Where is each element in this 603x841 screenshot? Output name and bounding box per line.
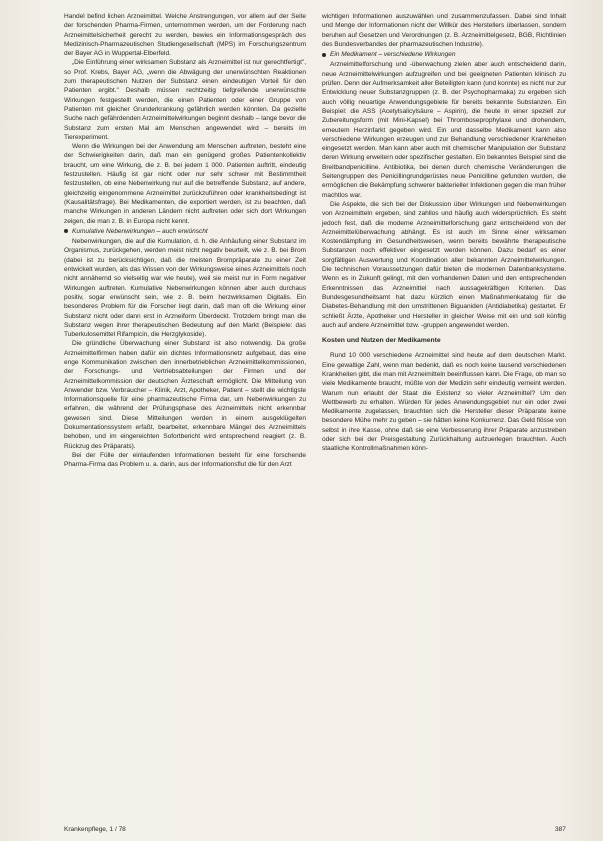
paragraph: „Die Einführung einer wirksamen Substanz als Arzneimittel ist nur gerechtfertigt", so Prof. Krebs, Bayer AG, „wenn die Abwägung der unerwünschten Reaktionen zum therapeutischen Nutzen der Substanz einen eindeutigen Vorteil für den Patienten ergibt." Deshalb müssen rechtzeitig tiefgreifende unerwünschte Wirkungen festgestellt werden, die einen Patienten oder einer Gruppe von Patienten mit gleicher Grunderkrankung gefährlich werden könnten. Da gezielte Suche nach gefährdenden Arzneimittelwirkungen beginnt deshalb – lange bevor die Substanz zum ersten Mal am Menschen angewendet wird – bereits im Tierexperiment. — [64, 59, 306, 141]
paragraph: Bei der Fülle der einlaufenden Informationen besteht für eine forschende Pharma-Firma das Problem u. a. darin, aus der Informationsflut die für den Arzt — [64, 451, 306, 469]
subheading — [64, 227, 306, 236]
page-number: 387 — [555, 826, 566, 833]
paragraph: Arzneimittelforschung und -überwachung zielen aber auch entscheidend darin, neue Arzneimittelwirkungen aufzugreifen und bei geeigneten Patienten klinisch zu prüfen. Denn der Aufmerksamkeit aller Beteiligten kann (und konnte) es nicht nur zur Entwicklung neuer Substanzgruppen (z. B. der Psychopharmaka) zu ergeben sich auch völlig neuartige Anwendungsgebiete für bereits bekannte Substanzen. Ein Beispiel: die ASS (Acetylsalicylsäure – Aspirin), die heute in einer speziell zur Zubereitungsform (mit Mini-Kapsel) bei Thromboseprophylaxe und drohendem, erneutem Herzinfarkt gegeben wird. Ein und dasselbe Medikament kann also verschiedene Wirkungen erzeugen und zur Behandlung verschiedener Krankheiten eingesetzt werden. Man kann aber auch mit chemischer Manipulation der Substanz deren Wirkung erweitern oder spezifischer gestalten. Ein bekanntes Beispiel sind die Breitbandpenicilline. Antibiotika, bei denen durch chemische Veränderungen die Seitengruppen des Penicillingrundgerüstes neue Penicilline gefunden wurden, die ermöglichen die Bekämpfung schwerer bakterieller Infektionen gegen die man früher machtlos war. — [322, 61, 566, 199]
paragraph: Rund 10 000 verschiedene Arzneimittel sind heute auf dem deutschen Markt. Eine gewaltige Zahl, wenn man bedenkt, daß es noch keine tausend verschiedenen Krankheiten gibt, die man mit Arzneimitteln beeinflussen kann. Die Frage, ob man so viele Medikamente braucht, müßte von der Medizin sehr eindeutig verneint werden. Warum nun erlaubt der Staat die Existenz so vieler Arzneimittel? Um den Wettbewerb zu erhalten. Würden für jedes Anwendungsgebiet nur ein oder zwei Medikamente zugelassen, brauchten sich die Hersteller dieser Präparate keine besondere Mühe mehr zu geben – sie hätten keine Konkurrenz. Das Geld flösse von selbst in ihre Kasse, ohne daß sie eine Verbesserung ihrer Präparate anzustreben oder sich bei der Preisgestaltung Zurückhaltung aufzuerlegen brauchten. Auch staatliche Kontrollmaßnahmen könn- — [322, 352, 566, 453]
left-column — [64, 12, 306, 470]
bullet-icon — [322, 53, 326, 57]
section-title: Kosten und Nutzen der Medikamente — [322, 337, 441, 345]
paragraph: Nebenwirkungen, die auf die Kumulation, d. h. die Anhäufung einer Substanz im Organismus, zurückgehen, werden meist nicht negativ beurteilt, wie z. B. bei Brom (dabei ist zu berücksichtigen, daß die meisten Brompräparate zu einer Zeit entwickelt wurden, als das Wissen von der Wirkungsweise eines Arzneimittels noch nicht annähernd so vielseitig war wie heute), weil sie meist nur in Form negativer Wirkungen auftreten. Kumulative Nebenwirkungen können aber auch durchaus positiv, sogar erwünscht sein, wie z. B. beim herzwirksamen Digitalis. Ein besonderes Problem für die Forscher liegt darin, daß man oft die Wirkung einer Substanz nicht oder dann erst in Arzneiform Überdeckt. Trotzdem bringt man die Substanz wegen ihrer therapeutischen Bedeutung auf den Markt (Beispiele: das Tuberkulosemittel Rifampicin, die Herzglykoside). — [64, 238, 306, 339]
paragraph: Handel befind lichen Arzneimittel. Welche Anstrengungen, vor allem auf der Seite der forschenden Pharma-Firmen, unternommen werden, um der Forderung nach Arzneimittelsicherheit gerecht zu werden, bewies ein Informationsgespräch des Medizinisch-Pharmazeutischen Studiengesellschaft (MPS) im Forschungszentrum der Bayer AG in Wuppertal-Elberfeld. — [64, 13, 306, 58]
paragraph: Wenn die Wirkungen bei der Anwendung am Menschen auftreten, besteht eine der Schwierigkeiten darin, daß man ein genügend großes Patientenkollektiv braucht, um eine Wirkung, die z. B. bei jedem 1 000. Patienten auftritt, eindeutig festzustellen. Häufig ist gar nicht oder nur sehr schwer mit Bestimmtheit festzustellen, ob eine Nebenwirkung nur auf die betreffende Substanz, auf andere, gleichzeitig eingenommene Arzneimittel zurückzuführen oder krankheitsbedingt ist (Kausalitätsfrage). Bei Medikamenten, die exportiert werden, ist zu beachten, daß manche Wirkungen in anderen Ländern nicht auftreten oder sich dort Wirkungen zeigen, die man z. B. in Europa nicht kennt. — [64, 143, 306, 225]
paragraph: wichtigen Informationen auszuwählen und zusammenzufassen. Dabei sind Inhalt und Menge der Informationen nicht der Willkür des Herstellers überlassen, sondern beruhen auf Gesetzen und Verordnungen (z. B. Arzneimittelgesetz, BGB, Richtlinien des Bundesverbandes der pharmazeutischen Industrie). — [322, 13, 566, 48]
bullet-icon — [64, 229, 68, 233]
paragraph: Die gründliche Überwachung einer Substanz ist also notwendig. Da große Arzneimittelfirmen haben dafür ein dichtes Informationsnetz aufgebaut, das eine enge Kommunikation zwischen den innerbetrieblichen Arzneimittelkommissionen, der Forschungs- und Vertriebsabteilungen der Firmen und der Arzneimittelkommission der deutschen Ärzteschaft ermöglicht. Die Mitteilung von Anwender bzw. Verbraucher – Klinik, Arzt, Apotheker, Patient – stellt die wichtigste Informationsquelle für eine pharmazeutische Firma dar, um Nebenwirkungen zu erfahren, die während der Prüfungsphase des Arzneimittels nicht erkennbar gewesen sind. Diese Mitteilungen werden in einem ausgeklügelten Dokumentationssystem erfaßt, bearbeitet, erkennbare Mängel des Arzneimittels behoben, und im eingereichten Sofortbericht wird entsprechend reagiert (z. B. Rückzug des Präparats). — [64, 340, 306, 450]
journal-footer: Krankenpflege, 1 / 78 — [64, 826, 126, 833]
subheading-text: Kumulative Nebenwirkungen – auch erwünscht — [72, 227, 208, 235]
right-column — [322, 12, 566, 454]
subheading — [322, 50, 566, 59]
subheading-text: Ein Medikament – verschiedene Wirkungen — [330, 51, 456, 59]
paragraph: Die Aspekte, die sich bei der Diskussion über Wirkungen und Nebenwirkungen von Arzneimitteln ergeben, sind zahllos und häufig auch widersprüchlich. Es steht jedoch fest, daß die moderne Arzneimittelforschung ganz entscheidend von der Arzneimittelüberwachung abhängt. Es ist auch im Sinne einer wirksamen Kostendämpfung im Gesundheitswesen, wenn bereits bewährte therapeutische Substanzen noch effektiver eingesetzt werden können. Dazu bedarf es einer sorgfältigen Auswertung und Koordination aller bekannten Arzneimittelwirkungen. Die technischen Voraussetzungen dafür bieten die modernen Datenbanksysteme. Wenn es in Zukunft gelingt, mit den vorhandenen Daten und den entsprechenden Erkenntnissen das Arzneimittel nach aussagekräftigen Kriterien. Das Bundesgesundheitsamt hat dazu kürzlich einen Maßnahmenkatalog für die Diabetes-Behandlung mit den umstrittenen Biguaniden (Antidiabetika) gestartet. Er schließt Ärzte, Apotheker und Hersteller in gleicher Weise mit ein und soll künftig auch auf andere Arzneimittel bzw. -gruppen angewendet werden. — [322, 200, 566, 329]
